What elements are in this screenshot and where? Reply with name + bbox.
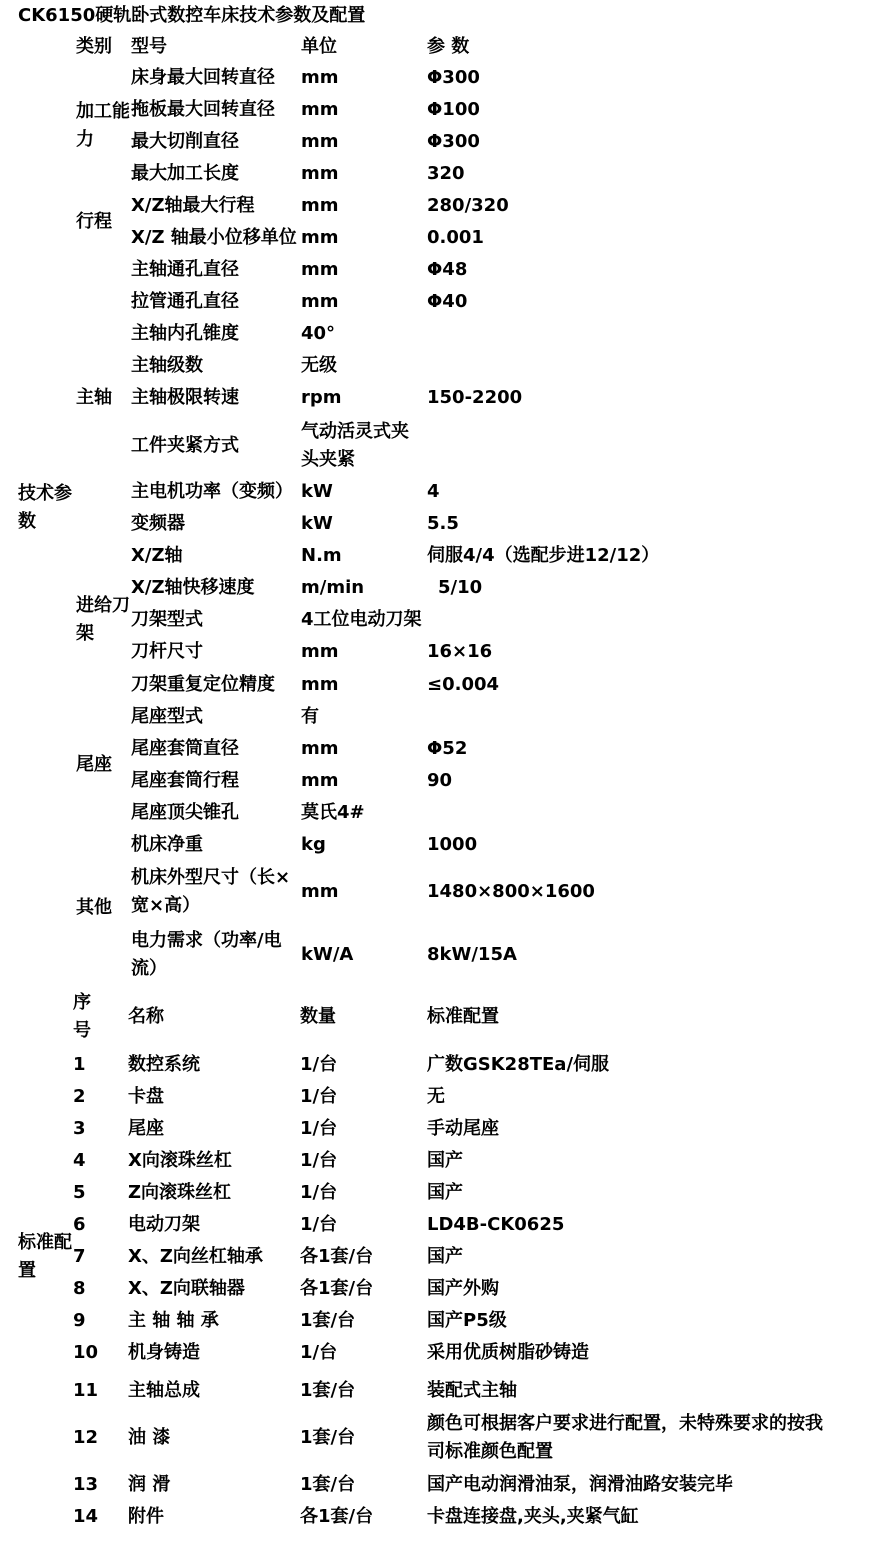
spec-row-unit: mm: [301, 770, 339, 791]
config-row-name: 尾座: [128, 1118, 164, 1139]
group-feed-turret: 架: [76, 623, 94, 644]
spec-row-name: 主轴级数: [131, 355, 203, 376]
spec-row-name: 尾座套筒直径: [131, 738, 239, 759]
config-row-name: Z向滚珠丝杠: [128, 1182, 232, 1203]
spec-row-name: 刀架重复定位精度: [131, 674, 275, 695]
config-row-seq: 12: [73, 1427, 99, 1448]
config-header-standard: 标准配置: [427, 1006, 499, 1027]
spec-row-value: 280/320: [427, 195, 509, 216]
spec-row-name: 拉管通孔直径: [131, 291, 239, 312]
spec-row-name: 尾座套筒行程: [131, 770, 239, 791]
config-row-seq: 11: [73, 1380, 99, 1401]
config-row-standard: 装配式主轴: [427, 1380, 517, 1401]
spec-row-unit: mm: [301, 259, 339, 280]
config-row-qty: 1套/台: [300, 1427, 356, 1448]
spec-row-unit: mm: [301, 67, 339, 88]
spec-row-value: Φ48: [427, 259, 468, 280]
spec-row-name: 床身最大回转直径: [131, 67, 275, 88]
config-row-qty: 各1套/台: [300, 1246, 374, 1267]
spec-row-value: Φ40: [427, 291, 468, 312]
group-tailstock: 尾座: [76, 754, 112, 775]
spec-row-unit: 头夹紧: [301, 449, 355, 470]
config-row-name: X向滚珠丝杠: [128, 1150, 232, 1171]
config-row-standard: 卡盘连接盘,夹头,夹紧气缸: [427, 1506, 639, 1527]
spec-row-name: 尾座型式: [131, 706, 203, 727]
config-row-qty: 1/台: [300, 1118, 338, 1139]
spec-row-value: Φ300: [427, 67, 480, 88]
spec-row-unit: 有: [301, 706, 319, 727]
header-value: 参 数: [427, 36, 470, 57]
config-row-qty: 1套/台: [300, 1380, 356, 1401]
spec-row-unit: kW: [301, 481, 333, 502]
config-row-seq: 13: [73, 1474, 99, 1495]
config-row-standard: 司标准颜色配置: [427, 1441, 553, 1462]
config-row-name: 主轴总成: [128, 1380, 200, 1401]
spec-row-unit: mm: [301, 227, 339, 248]
spec-row-unit: mm: [301, 131, 339, 152]
group-spindle: 主轴: [76, 387, 112, 408]
spec-row-name: 变频器: [131, 513, 185, 534]
group-standard-config: 置: [18, 1260, 36, 1281]
header-category: 类别: [76, 36, 112, 57]
config-row-standard: 手动尾座: [427, 1118, 499, 1139]
spec-row-unit: mm: [301, 195, 339, 216]
spec-row-value: 0.001: [427, 227, 484, 248]
spec-row-unit: m/min: [301, 577, 365, 598]
config-row-seq: 14: [73, 1506, 99, 1527]
config-row-standard: 国产: [427, 1246, 463, 1267]
spec-row-unit: mm: [301, 163, 339, 184]
config-row-standard: LD4B-CK0625: [427, 1214, 565, 1235]
spec-row-name: 机床净重: [131, 834, 203, 855]
config-row-seq: 9: [73, 1310, 86, 1331]
config-row-qty: 1/台: [300, 1342, 338, 1363]
spec-row-unit: mm: [301, 99, 339, 120]
spec-row-name: X/Z轴快移速度: [131, 577, 255, 598]
spec-row-name: 刀杆尺寸: [131, 641, 203, 662]
group-standard-config: 标准配: [18, 1232, 72, 1253]
spec-row-unit: rpm: [301, 387, 342, 408]
config-row-qty: 各1套/台: [300, 1506, 374, 1527]
group-tech-params: 技术参: [18, 483, 72, 504]
spec-row-value: Φ52: [427, 738, 468, 759]
spec-row-name: 主轴极限转速: [131, 387, 239, 408]
spec-row-value: 5.5: [427, 513, 459, 534]
spec-row-unit: 无级: [301, 355, 337, 376]
spec-row-name: 刀架型式: [131, 609, 203, 630]
spec-row-unit: mm: [301, 674, 339, 695]
config-row-name: 卡盘: [128, 1086, 164, 1107]
spec-row-name: 工件夹紧方式: [131, 435, 239, 456]
config-row-name: 电动刀架: [128, 1214, 200, 1235]
config-header-name: 名称: [128, 1006, 164, 1027]
spec-row-value: Φ100: [427, 99, 480, 120]
spec-row-unit: 莫氏4#: [301, 802, 365, 823]
spec-row-name: 机床外型尺寸（长×: [131, 867, 291, 888]
spec-row-name: X/Z轴最大行程: [131, 195, 255, 216]
config-row-standard: 采用优质树脂砂铸造: [427, 1342, 589, 1363]
config-header-qty: 数量: [300, 1006, 336, 1027]
spec-row-unit: 40°: [301, 323, 336, 344]
header-unit: 单位: [301, 36, 337, 57]
spec-row-name: 电力需求（功率/电: [131, 930, 282, 951]
spec-row-value: 伺服4/4（选配步进12/12）: [427, 545, 660, 566]
config-row-name: 主 轴 轴 承: [128, 1310, 219, 1331]
spec-row-value: 5/10: [438, 577, 483, 598]
config-row-qty: 1/台: [300, 1214, 338, 1235]
config-row-seq: 2: [73, 1086, 86, 1107]
group-machining-capacity: 力: [76, 129, 94, 150]
spec-row-value: 16×16: [427, 641, 493, 662]
config-row-qty: 1/台: [300, 1054, 338, 1075]
config-row-name: 油 漆: [128, 1427, 171, 1448]
group-travel: 行程: [76, 211, 112, 232]
spec-row-value: 90: [427, 770, 453, 791]
config-row-name: 数控系统: [128, 1054, 200, 1075]
config-row-seq: 8: [73, 1278, 86, 1299]
spec-row-value: 1000: [427, 834, 478, 855]
spec-row-unit: kW: [301, 513, 333, 534]
spec-row-unit: kW/A: [301, 944, 354, 965]
spec-row-name: 拖板最大回转直径: [131, 99, 275, 120]
spec-row-value: 8kW/15A: [427, 944, 517, 965]
spec-row-value: ≤0.004: [427, 674, 500, 695]
spec-row-name: 尾座顶尖锥孔: [131, 802, 239, 823]
config-row-seq: 1: [73, 1054, 86, 1075]
spec-row-value: Φ300: [427, 131, 480, 152]
spec-row-unit: kg: [301, 834, 326, 855]
header-model: 型号: [131, 36, 167, 57]
spec-row-unit: mm: [301, 881, 339, 902]
spec-row-unit: mm: [301, 738, 339, 759]
config-row-standard: 颜色可根据客户要求进行配置，未特殊要求的按我: [427, 1413, 823, 1434]
config-row-standard: 广数GSK28TEa/伺服: [427, 1054, 610, 1075]
spec-row-value: 320: [427, 163, 465, 184]
config-row-seq: 5: [73, 1182, 86, 1203]
config-row-qty: 1/台: [300, 1150, 338, 1171]
spec-row-name: 宽×高）: [131, 895, 201, 916]
config-header-seq: 号: [73, 1020, 91, 1041]
spec-row-name: X/Z 轴最小位移单位: [131, 227, 297, 248]
config-row-qty: 各1套/台: [300, 1278, 374, 1299]
group-feed-turret: 进给刀: [76, 595, 130, 616]
config-header-seq: 序: [73, 992, 91, 1013]
spec-row-name: 流）: [131, 958, 167, 979]
spec-row-name: 主轴通孔直径: [131, 259, 239, 280]
config-row-qty: 1/台: [300, 1182, 338, 1203]
group-tech-params: 数: [18, 511, 36, 532]
spec-row-unit: 气动活灵式夹: [301, 421, 409, 442]
config-row-standard: 国产: [427, 1150, 463, 1171]
config-row-standard: 国产外购: [427, 1278, 499, 1299]
spec-row-name: 主电机功率（变频）: [131, 481, 293, 502]
spec-row-value: 4: [427, 481, 440, 502]
config-row-name: X、Z向丝杠轴承: [128, 1246, 263, 1267]
spec-row-unit: N.m: [301, 545, 342, 566]
spec-row-name: X/Z轴: [131, 545, 183, 566]
spec-row-value: 150-2200: [427, 387, 523, 408]
config-row-name: 润 滑: [128, 1474, 171, 1495]
config-row-standard: 无: [427, 1086, 445, 1107]
config-row-seq: 6: [73, 1214, 86, 1235]
config-row-seq: 4: [73, 1150, 86, 1171]
config-row-standard: 国产: [427, 1182, 463, 1203]
config-row-name: X、Z向联轴器: [128, 1278, 245, 1299]
config-row-qty: 1套/台: [300, 1310, 356, 1331]
spec-row-name: 主轴内孔锥度: [131, 323, 239, 344]
config-row-seq: 7: [73, 1246, 86, 1267]
config-row-name: 附件: [128, 1506, 164, 1527]
group-machining-capacity: 加工能: [76, 101, 130, 122]
config-row-standard: 国产P5级: [427, 1310, 507, 1331]
config-row-name: 机身铸造: [128, 1342, 200, 1363]
spec-row-unit: mm: [301, 641, 339, 662]
config-row-qty: 1套/台: [300, 1474, 356, 1495]
spec-row-unit: mm: [301, 291, 339, 312]
spec-row-unit: 4工位电动刀架: [301, 609, 422, 630]
spec-row-name: 最大加工长度: [131, 163, 239, 184]
spec-row-name: 最大切削直径: [131, 131, 239, 152]
spec-row-value: 1480×800×1600: [427, 881, 595, 902]
config-row-qty: 1/台: [300, 1086, 338, 1107]
group-other: 其他: [76, 897, 112, 918]
config-row-seq: 10: [73, 1342, 99, 1363]
config-row-seq: 3: [73, 1118, 86, 1139]
page-title: CK6150硬轨卧式数控车床技术参数及配置: [18, 5, 366, 26]
config-row-standard: 国产电动润滑油泵，润滑油路安装完毕: [427, 1474, 733, 1495]
